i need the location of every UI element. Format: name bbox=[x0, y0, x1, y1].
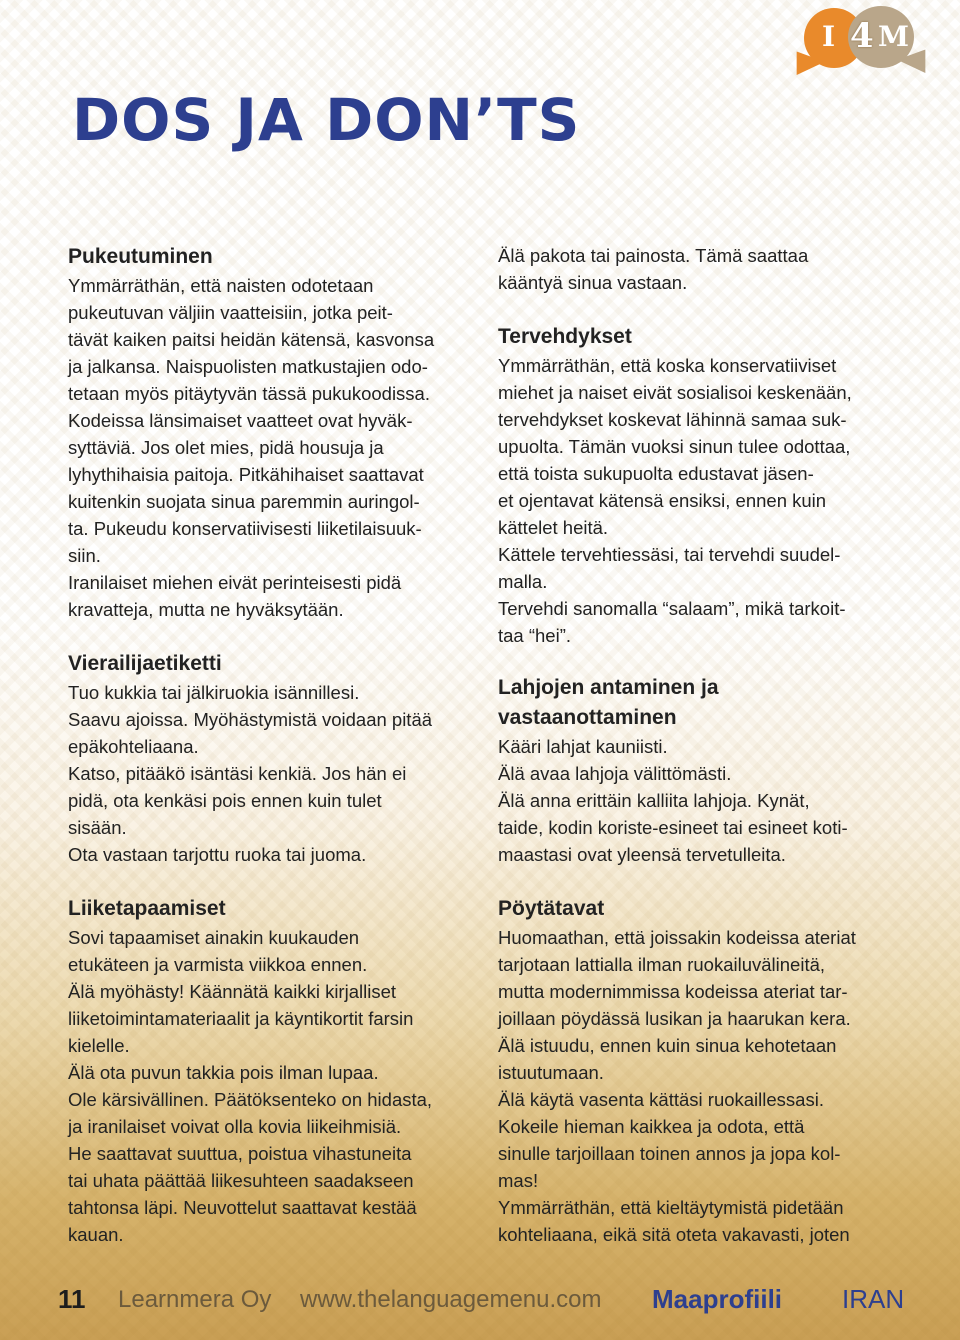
text-line: upuolta. Tämän vuoksi sinun tulee odottaa, bbox=[498, 436, 851, 457]
logo-letter-m: M bbox=[878, 20, 909, 53]
section-body bbox=[68, 679, 473, 868]
text-line: Kodeissa länsimaiset vaatteet ovat hyväk- bbox=[68, 410, 413, 431]
text-line: Älä myöhästy! Käännätä kaikki kirjalliset bbox=[68, 981, 397, 1002]
text-line: taa “hei”. bbox=[498, 625, 572, 646]
text-line: Älä istuudu, ennen kuin sinua kehotetaan bbox=[498, 1035, 837, 1056]
text-line: Ymmärräthän, että koska konservatiiviset bbox=[498, 355, 837, 376]
text-line: tävät kaiken paitsi heidän kätensä, kasvonsa bbox=[68, 329, 435, 350]
section-liiketapaamiset bbox=[68, 894, 473, 1248]
text-line: sinulle tarjoillaan toinen annos ja jopa kol- bbox=[498, 1143, 841, 1164]
text-line: Ota vastaan tarjottu ruoka tai juoma. bbox=[68, 844, 367, 865]
section-body bbox=[498, 924, 903, 1248]
text-line: kääntyä sinua vastaan. bbox=[498, 272, 688, 293]
section-body bbox=[498, 733, 903, 868]
text-line: kravatteja, mutta ne hyväksytään. bbox=[68, 599, 344, 620]
i4m-logo bbox=[790, 4, 940, 80]
text-line: lyhythihaisia paitoja. Pitkähihaiset saattavat bbox=[68, 464, 424, 485]
section-heading: Pukeutuminen bbox=[68, 245, 213, 268]
text-line: kuitenkin suojata sinua paremmin auringol- bbox=[68, 491, 420, 512]
text-line: tai uhata päättää liikesuhteen saadakseen bbox=[68, 1170, 414, 1191]
text-line: Älä ota puvun takkia pois ilman lupaa. bbox=[68, 1062, 379, 1083]
text-line: Tuo kukkia tai jälkiruokia isännillesi. bbox=[68, 682, 360, 703]
text-line: istuutumaan. bbox=[498, 1062, 604, 1083]
text-line: Huomaathan, että joissakin kodeissa ateriat bbox=[498, 927, 856, 948]
text-line: tarjotaan lattialla ilman ruokailuvälineitä, bbox=[498, 954, 826, 975]
text-line: malla. bbox=[498, 571, 548, 592]
text-line: Iranilaiset miehen eivät perinteisesti pidä bbox=[68, 572, 402, 593]
text-line: ta. Pukeudu konservatiivisesti liiketilaisuuk- bbox=[68, 518, 422, 539]
text-line: Älä avaa lahjoja välittömästi. bbox=[498, 763, 732, 784]
section-body bbox=[68, 924, 473, 1248]
right-column bbox=[498, 242, 903, 1248]
text-line: liiketoimintamateriaalit ja käyntikortit farsin bbox=[68, 1008, 414, 1029]
text-line: Älä pakota tai painosta. Tämä saattaa bbox=[498, 245, 809, 266]
text-line: Kättele tervehtiessäsi, tai tervehdi suudel- bbox=[498, 544, 841, 565]
text-line: et ojentavat kätensä ensiksi, ennen kuin bbox=[498, 490, 827, 511]
text-line: Ymmärräthän, että kieltäytymistä pidetään bbox=[498, 1197, 844, 1218]
text-line: Ole kärsivällinen. Päätöksenteko on hidasta, bbox=[68, 1089, 433, 1110]
text-line: pidä, ota kenkäsi pois ennen kuin tulet bbox=[68, 790, 382, 811]
section-body bbox=[68, 272, 473, 623]
text-line: että toista sukupuolta edustavat jäsen- bbox=[498, 463, 814, 484]
text-line: Katso, pitääkö isäntäsi kenkiä. Jos hän ei bbox=[68, 763, 407, 784]
text-line: epäkohteliaana. bbox=[68, 736, 199, 757]
text-line: Älä anna erittäin kalliita lahjoja. Kynät, bbox=[498, 790, 810, 811]
section-poytatavat bbox=[498, 894, 903, 1248]
text-line: Kääri lahjat kauniisti. bbox=[498, 736, 668, 757]
section-heading: Tervehdykset bbox=[498, 325, 632, 348]
text-line: kauan. bbox=[68, 1224, 124, 1245]
left-column bbox=[68, 242, 473, 1248]
text-line: tervehdykset koskevat lähinnä samaa suk- bbox=[498, 409, 847, 430]
text-line: Tervehdi sanomalla “salaam”, mikä tarkoit- bbox=[498, 598, 846, 619]
text-line: He saattavat suuttua, poistua vihastuneita bbox=[68, 1143, 412, 1164]
logo-letter-i: I bbox=[822, 20, 836, 53]
text-line: maastasi ovat yleensä tervetulleita. bbox=[498, 844, 786, 865]
section-vierailijaetiketti bbox=[68, 649, 473, 868]
footer-url-link[interactable]: www.thelanguagemenu.com bbox=[300, 1286, 602, 1313]
text-line: kohteliaana, eikä sitä oteta vakavasti, joten bbox=[498, 1224, 850, 1245]
text-line: tetaan myös pitäytyvän tässä pukukoodissa. bbox=[68, 383, 430, 404]
text-line: kielelle. bbox=[68, 1035, 130, 1056]
text-line: Saavu ajoissa. Myöhästymistä voidaan pitää bbox=[68, 709, 433, 730]
footer-section-label: Maaprofiili bbox=[652, 1284, 783, 1314]
section-lahjat bbox=[498, 673, 903, 868]
text-line: mutta modernimmissa kodeissa ateriat tar- bbox=[498, 981, 848, 1002]
section-pukeutuminen bbox=[68, 242, 473, 623]
text-line: joillaan pöydässä lusikan ja haarukan kera. bbox=[498, 1008, 851, 1029]
section-heading: Pöytätavat bbox=[498, 897, 605, 920]
text-line: kättelet heitä. bbox=[498, 517, 609, 538]
text-line: Ymmärräthän, että naisten odotetaan bbox=[68, 275, 374, 296]
section-heading: Vierailijaetiketti bbox=[68, 652, 222, 675]
text-line: miehet ja naiset eivät sosialisoi keskenään, bbox=[498, 382, 852, 403]
text-line: pukeutuvan väljiin vaatteisiin, jotka peit- bbox=[68, 302, 393, 323]
text-line: ja iranilaiset voivat olla kovia liikeihmisiä. bbox=[68, 1116, 402, 1137]
text-line: Älä käytä vasenta kättäsi ruokaillessasi. bbox=[498, 1089, 824, 1110]
section-heading-line: Lahjojen antaminen ja bbox=[498, 676, 719, 699]
text-line: etukäteen ja varmista viikkoa ennen. bbox=[68, 954, 368, 975]
section-body bbox=[498, 352, 903, 649]
section-body bbox=[498, 242, 903, 296]
section-heading-line: vastaanottaminen bbox=[498, 706, 677, 729]
page-footer bbox=[0, 1282, 960, 1322]
text-line: Sovi tapaamiset ainakin kuukauden bbox=[68, 927, 360, 948]
text-line: Kokeile hieman kaikkea ja odota, että bbox=[498, 1116, 805, 1137]
section-intro bbox=[498, 242, 903, 296]
footer-company: Learnmera Oy bbox=[118, 1286, 272, 1313]
page-number: 11 bbox=[58, 1284, 86, 1314]
section-tervehdykset bbox=[498, 322, 903, 649]
text-line: mas! bbox=[498, 1170, 539, 1191]
text-line: ja jalkansa. Naispuolisten matkustajien odo- bbox=[68, 356, 428, 377]
text-line: syttäviä. Jos olet mies, pidä housuja ja bbox=[68, 437, 384, 458]
text-line: siin. bbox=[68, 545, 101, 566]
page-title: DOS JA DON’TS bbox=[72, 86, 581, 154]
logo-letter-4: 4 bbox=[850, 16, 874, 56]
footer-country-label: IRAN bbox=[842, 1284, 905, 1314]
text-line: sisään. bbox=[68, 817, 127, 838]
section-heading: Liiketapaamiset bbox=[68, 897, 226, 920]
text-line: tahtonsa läpi. Neuvottelut saattavat kestää bbox=[68, 1197, 417, 1218]
text-line: taide, kodin koriste-esineet tai esineet koti- bbox=[498, 817, 848, 838]
